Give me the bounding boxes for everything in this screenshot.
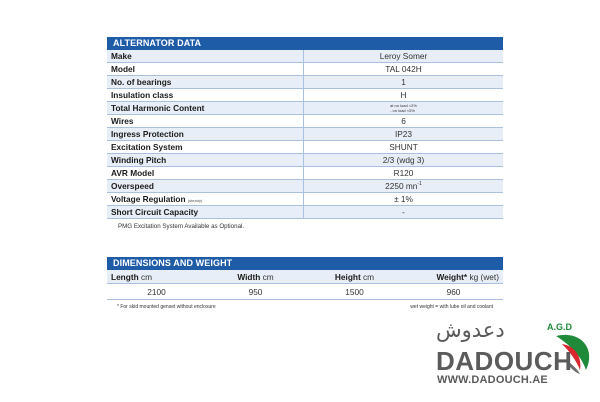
table-row xyxy=(107,167,503,180)
row-label-voltage-regulation xyxy=(107,193,304,206)
row-label-short-circuit: Short Circuit Capacity xyxy=(107,206,304,219)
row-label-overspeed: Overspeed xyxy=(107,180,304,193)
overspeed-exponent: -1 xyxy=(417,181,422,188)
header-width xyxy=(206,270,305,284)
row-label-excitation: Excitation System xyxy=(107,141,304,154)
dimension-notes xyxy=(107,304,503,310)
harmonic-no-load: at no load <2% xyxy=(390,103,417,109)
logo-arabic-text: دعدوش xyxy=(436,318,505,342)
note-wet-weight: wet weight = with lube oil and coolant xyxy=(410,304,493,310)
header-length-unit: cm xyxy=(140,271,153,282)
row-value-ingress: IP23 xyxy=(304,128,504,141)
note-skid: * For skid mounted genset without enclosure xyxy=(117,304,216,310)
row-label-winding: Winding Pitch xyxy=(107,154,304,167)
row-value-excitation: SHUNT xyxy=(304,141,504,154)
header-height-label: Height xyxy=(334,271,361,282)
row-label-ingress: Ingress Protection xyxy=(107,128,304,141)
row-value-short-circuit: - xyxy=(304,206,504,219)
row-label-harmonic: Total Harmonic Content xyxy=(107,102,304,115)
voltage-regulation-label: Voltage Regulation xyxy=(111,194,186,204)
logo-url: WWW.DADOUCH.AE xyxy=(437,374,548,386)
alternator-specs-table xyxy=(107,50,503,219)
value-width: 950 xyxy=(206,284,305,300)
dimensions-title: DIMENSIONS AND WEIGHT xyxy=(107,257,503,270)
header-weight-unit: kg (wet) xyxy=(469,271,499,282)
voltage-regulation-qualifier: (steady) xyxy=(187,198,203,203)
table-row xyxy=(107,141,503,154)
header-weight-label: Weight* xyxy=(436,271,468,282)
value-length: 2100 xyxy=(107,284,206,300)
table-row xyxy=(107,102,503,115)
harmonic-values xyxy=(390,104,417,113)
row-label-avr: AVR Model xyxy=(107,167,304,180)
alternator-data-section xyxy=(107,37,503,230)
table-row xyxy=(107,193,503,206)
table-row xyxy=(107,180,503,193)
header-height xyxy=(305,270,404,284)
pmg-note: PMG Excitation System Available as Optional. xyxy=(118,223,245,230)
row-label-wires: Wires xyxy=(107,115,304,128)
row-value-model: TAL 042H xyxy=(304,63,504,76)
table-row xyxy=(107,76,503,89)
dadouch-logo xyxy=(436,318,596,390)
dimensions-value-row xyxy=(107,284,503,300)
row-value-overspeed xyxy=(304,180,504,193)
row-value-wires: 6 xyxy=(304,115,504,128)
table-row xyxy=(107,128,503,141)
overspeed-value: 2250 mn xyxy=(385,181,418,191)
row-value-avr: R120 xyxy=(304,167,504,180)
row-label-insulation: Insulation class xyxy=(107,89,304,102)
table-row xyxy=(107,206,503,219)
row-value-make: Leroy Somer xyxy=(304,50,504,63)
header-width-label: Width xyxy=(237,271,261,282)
table-row xyxy=(107,63,503,76)
logo-agd-tag: A.G.D xyxy=(547,322,573,332)
table-row xyxy=(107,50,503,63)
row-value-insulation: H xyxy=(304,89,504,102)
table-row xyxy=(107,115,503,128)
logo-name: DADOUCH xyxy=(436,346,573,376)
value-weight: 960 xyxy=(404,284,503,300)
header-length-label: Length xyxy=(111,271,139,282)
row-value-winding: 2/3 (wdg 3) xyxy=(304,154,504,167)
dimensions-section xyxy=(107,257,503,310)
value-height: 1500 xyxy=(305,284,404,300)
row-value-bearings: 1 xyxy=(304,76,504,89)
header-weight xyxy=(404,270,503,284)
row-label-make: Make xyxy=(107,50,304,63)
alternator-data-title: ALTERNATOR DATA xyxy=(107,37,503,50)
row-label-bearings: No. of bearings xyxy=(107,76,304,89)
header-width-unit: cm xyxy=(262,271,274,282)
table-row xyxy=(107,89,503,102)
dimensions-header-row xyxy=(107,270,503,284)
row-value-harmonic xyxy=(304,102,504,115)
header-height-unit: cm xyxy=(363,271,375,282)
header-length xyxy=(107,270,206,284)
row-label-model: Model xyxy=(107,63,304,76)
harmonic-on-load: - on load <5% xyxy=(390,107,415,113)
table-row xyxy=(107,154,503,167)
dimensions-table xyxy=(107,270,503,300)
row-value-voltage-regulation: ± 1% xyxy=(304,193,504,206)
